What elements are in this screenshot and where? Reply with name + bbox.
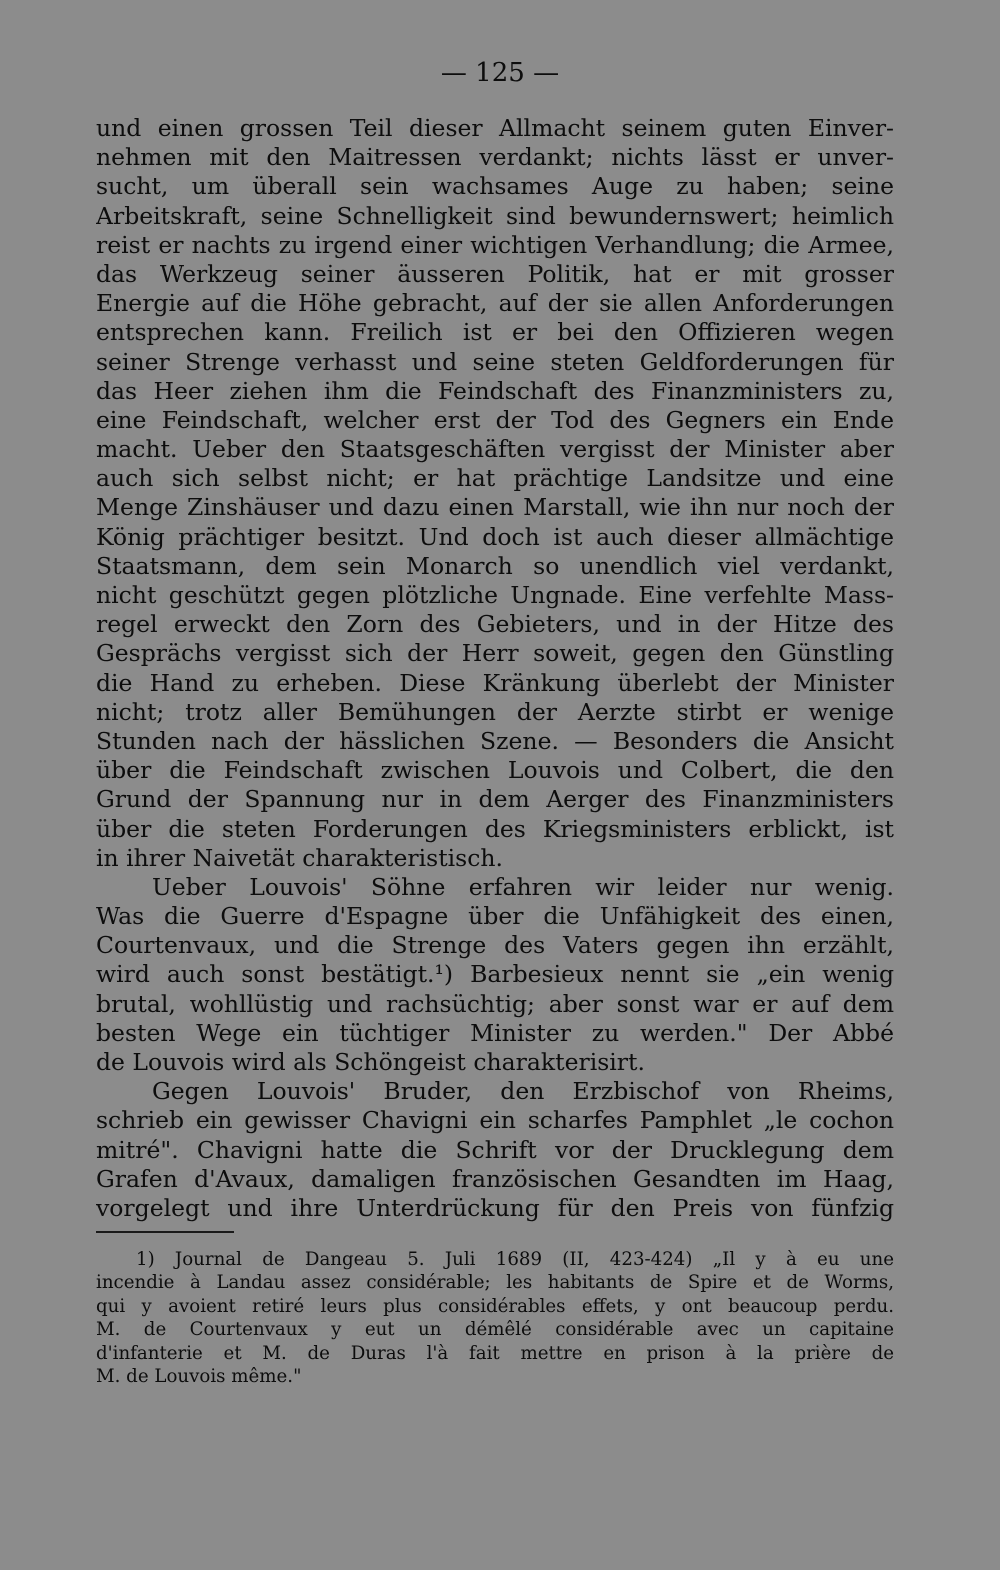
text-line: Arbeitskraft, seine Schnelligkeit sind bewundernswert; heimlich [96,201,894,230]
text-line: das Werkzeug seiner äusseren Politik, hat er mit grosser [96,259,894,288]
text-line: eine Feindschaft, welcher erst der Tod des Gegners ein Ende [96,405,894,434]
footnote-line: M. de Louvois même." [96,1365,302,1387]
text-line: Energie auf die Höhe gebracht, auf der sie allen Anforderungen [96,289,894,318]
body-text [96,114,894,1223]
text-line: Gegen Louvois' Bruder, den Erzbischof von Rheims, [152,1077,894,1106]
footnote-line: d'infanterie et M. de Duras l'à fait mettre en prison à la prière de [96,1342,894,1364]
text-line: auch sich selbst nicht; er hat prächtige Landsitze und eine [96,464,894,493]
text-line: in ihrer Naivetät charakteristisch. [96,843,503,872]
text-line: wird auch sonst bestätigt.¹) Barbesieux nennt sie „ein wenig [96,960,894,989]
footnotes [96,1248,894,1388]
footnote-line: incendie à Landau assez considérable; les habitants de Spire et de Worms, [96,1272,894,1294]
text-line: seiner Strenge verhasst und seine steten Geldforderungen für [96,347,894,376]
text-line: nicht geschützt gegen plötzliche Ungnade. Eine verfehlte Mass- [96,581,894,609]
text-line: reist er nachts zu irgend einer wichtigen Verhandlung; die Armee, [96,230,894,259]
text-line: schrieb ein gewisser Chavigni ein scharfes Pamphlet „le cochon [96,1106,894,1135]
footnote-divider [96,1231,234,1233]
text-line: Ueber Louvois' Söhne erfahren wir leider nur wenig. [152,872,894,901]
text-line: Staatsmann, dem sein Monarch so unendlich viel verdankt, [96,551,894,580]
text-line: brutal, wohllüstig und rachsüchtig; aber sonst war er auf dem [96,989,894,1018]
text-line: Gesprächs vergisst sich der Herr soweit, gegen den Günstling [96,639,894,668]
page-number: — 125 — [440,58,560,88]
text-line: über die steten Forderungen des Kriegsministers erblickt, ist [96,814,894,843]
text-line: entsprechen kann. Freilich ist er bei den Offizieren wegen [96,318,894,347]
text-line: nicht; trotz aller Bemühungen der Aerzte stirbt er wenige [96,697,894,726]
text-line: nehmen mit den Maitressen verdankt; nichts lässt er unver- [96,143,894,172]
text-line: Menge Zinshäuser und dazu einen Marstall, wie ihn nur noch der [96,493,894,522]
text-line: mitré". Chavigni hatte die Schrift vor der Drucklegung dem [96,1135,894,1164]
footnote-line: M. de Courtenvaux y eut un démêlé considérable avec un capitaine [96,1319,894,1341]
text-line: de Louvois wird als Schöngeist charakterisirt. [96,1048,645,1076]
text-line: die Hand zu erheben. Diese Kränkung überlebt der Minister [96,668,894,697]
text-line: Stunden nach der hässlichen Szene. — Besonders die Ansicht [96,726,894,755]
text-line: das Heer ziehen ihm die Feindschaft des Finanzministers zu, [96,376,894,405]
text-line: macht. Ueber den Staatsgeschäften vergisst der Minister aber [96,435,894,464]
text-line: besten Wege ein tüchtiger Minister zu werden." Der Abbé [96,1018,894,1047]
text-line: Courtenvaux, und die Strenge des Vaters gegen ihn erzählt, [96,931,894,960]
text-line: Grund der Spannung nur in dem Aerger des Finanzministers [96,785,894,814]
text-line: vorgelegt und ihre Unterdrückung für den Preis von fünfzig [96,1193,894,1222]
text-line: Was die Guerre d'Espagne über die Unfähigkeit des einen, [96,902,894,931]
text-line: König prächtiger besitzt. Und doch ist auch dieser allmächtige [96,522,894,551]
footnote-line: qui y avoient retiré leurs plus considérables effets, y ont beaucoup perdu. [96,1295,894,1317]
footnote-line: 1) Journal de Dangeau 5. Juli 1689 (II, 423-424) „Il y à eu une [136,1249,894,1270]
text-line: regel erweckt den Zorn des Gebieters, und in der Hitze des [96,610,894,639]
text-line: über die Feindschaft zwischen Louvois und Colbert, die den [96,756,894,785]
text-line: Grafen d'Avaux, damaligen französischen Gesandten im Haag, [96,1164,894,1193]
text-line: und einen grossen Teil dieser Allmacht seinem guten Einver- [96,114,894,142]
text-line: sucht, um überall sein wachsames Auge zu haben; seine [96,172,894,201]
